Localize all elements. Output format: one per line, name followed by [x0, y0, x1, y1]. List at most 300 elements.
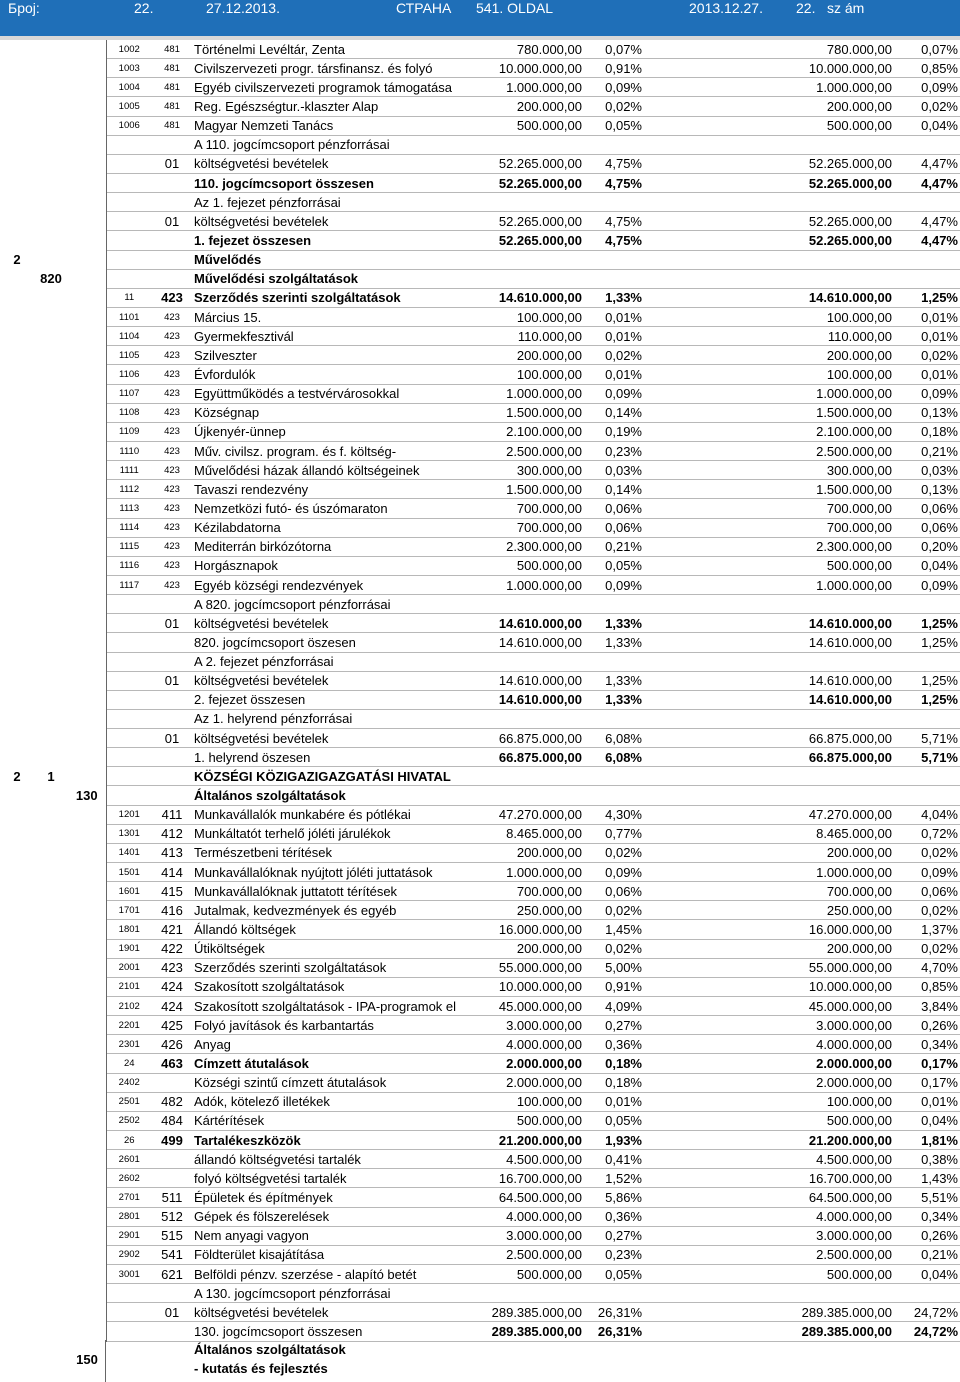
level-1-code	[0, 786, 34, 805]
item-code: 1002	[106, 40, 152, 59]
table-row	[0, 1303, 960, 1322]
account-code: 423	[152, 518, 192, 537]
amount-1: 52.265.000,00	[464, 212, 584, 231]
percent-1	[584, 250, 644, 269]
table-row	[0, 422, 960, 441]
percent-2: 0,02%	[894, 901, 960, 920]
function-code	[68, 384, 106, 403]
amount-1: 52.265.000,00	[464, 154, 584, 173]
amount-2: 66.875.000,00	[644, 729, 894, 748]
account-code: 416	[152, 901, 192, 920]
level-1-code	[0, 863, 34, 882]
percent-1: 0,06%	[584, 882, 644, 901]
item-code: 1109	[106, 422, 152, 441]
item-code: 2501	[106, 1092, 152, 1111]
table-row	[0, 882, 960, 901]
function-code	[68, 116, 106, 135]
account-code: 499	[152, 1131, 192, 1150]
table-row	[0, 1169, 960, 1188]
item-code: 1106	[106, 365, 152, 384]
percent-1	[584, 595, 644, 614]
level-2-code	[34, 614, 68, 633]
amount-2: 14.610.000,00	[644, 633, 894, 652]
percent-2: 0,38%	[894, 1150, 960, 1169]
percent-1: 0,05%	[584, 116, 644, 135]
percent-2: 0,17%	[894, 1073, 960, 1092]
percent-2: 5,71%	[894, 748, 960, 767]
function-code	[68, 135, 106, 154]
table-row	[0, 1284, 960, 1303]
percent-2: 5,71%	[894, 729, 960, 748]
table-row	[0, 518, 960, 537]
percent-1: 0,91%	[584, 977, 644, 996]
percent-1: 4,09%	[584, 997, 644, 1016]
item-name: Munkáltatót terhelő jóléti járulékok	[192, 824, 464, 843]
percent-1: 0,09%	[584, 78, 644, 97]
level-1-code	[0, 709, 34, 728]
percent-2: 0,07%	[894, 40, 960, 59]
percent-1: 0,27%	[584, 1226, 644, 1245]
table-row	[0, 307, 960, 326]
table-row	[0, 327, 960, 346]
level-1-code	[0, 595, 34, 614]
item-name: Kézilabdatorna	[192, 518, 464, 537]
level-1-code	[0, 1265, 34, 1284]
percent-2: 0,09%	[894, 384, 960, 403]
level-2-code	[34, 1188, 68, 1207]
level-2-code	[34, 1284, 68, 1303]
table-row	[0, 499, 960, 518]
level-1-code	[0, 805, 34, 824]
level-1-code	[0, 939, 34, 958]
item-code: 1401	[106, 843, 152, 862]
amount-2: 100.000,00	[644, 307, 894, 326]
amount-1: 55.000.000,00	[464, 958, 584, 977]
level-1-code	[0, 461, 34, 480]
level-1-code	[0, 652, 34, 671]
item-code	[106, 212, 152, 231]
function-code	[68, 231, 106, 250]
item-code: 2201	[106, 1016, 152, 1035]
account-code	[152, 595, 192, 614]
percent-2	[894, 193, 960, 212]
percent-2	[894, 652, 960, 671]
table-row	[0, 78, 960, 97]
level-1-code	[0, 671, 34, 690]
account-code	[152, 231, 192, 250]
account-code: 463	[152, 1054, 192, 1073]
item-code: 3001	[106, 1265, 152, 1284]
item-name: Munkavállalók munkabére és pótlékai	[192, 805, 464, 824]
table-row	[0, 709, 960, 728]
amount-2: 250.000,00	[644, 901, 894, 920]
percent-1: 4,75%	[584, 173, 644, 192]
account-code: 425	[152, 1016, 192, 1035]
account-code: 411	[152, 805, 192, 824]
item-name: 110. jogcímcsoport összesen	[192, 173, 464, 192]
amount-2: 47.270.000,00	[644, 805, 894, 824]
level-1-code	[0, 537, 34, 556]
percent-1: 0,18%	[584, 1073, 644, 1092]
item-code: 1116	[106, 556, 152, 575]
item-code: 1107	[106, 384, 152, 403]
level-2-code	[34, 250, 68, 269]
amount-1: 500.000,00	[464, 556, 584, 575]
amount-2: 10.000.000,00	[644, 59, 894, 78]
item-name: Természetbeni térítések	[192, 843, 464, 862]
item-name: Munkavállalóknak nyújtott jóléti juttatások	[192, 863, 464, 882]
percent-2: 5,51%	[894, 1188, 960, 1207]
level-1-code	[0, 1169, 34, 1188]
amount-1: 200.000,00	[464, 939, 584, 958]
item-name: A 820. jogcímcsoport pénzforrásai	[192, 595, 464, 614]
amount-1: 289.385.000,00	[464, 1303, 584, 1322]
amount-1: 1.500.000,00	[464, 480, 584, 499]
percent-1: 0,01%	[584, 307, 644, 326]
level-2-code: 820	[40, 271, 62, 287]
account-code: 01	[152, 1303, 192, 1322]
level-1-code	[0, 212, 34, 231]
item-code	[106, 173, 152, 192]
level-1-code	[0, 1054, 34, 1073]
amount-2: 2.300.000,00	[644, 537, 894, 556]
item-name: 130. jogcímcsoport összesen	[192, 1322, 464, 1341]
account-code: 423	[152, 441, 192, 460]
amount-1: 200.000,00	[464, 843, 584, 862]
level-1-code	[0, 365, 34, 384]
item-code	[106, 633, 152, 652]
amount-2: 2.000.000,00	[644, 1054, 894, 1073]
item-code	[106, 269, 152, 288]
item-name: Művelődés	[192, 250, 464, 269]
amount-2: 21.200.000,00	[644, 1131, 894, 1150]
account-code: 481	[152, 40, 192, 59]
amount-1: 1.000.000,00	[464, 863, 584, 882]
item-code	[106, 652, 152, 671]
account-code: 423	[152, 575, 192, 594]
function-code	[68, 307, 106, 326]
level-2-code	[34, 307, 68, 326]
percent-1: 0,21%	[584, 537, 644, 556]
item-name: költségvetési bevételek	[192, 671, 464, 690]
table-row	[0, 135, 960, 154]
level-1-code	[0, 977, 34, 996]
item-code: 11	[106, 288, 152, 307]
amount-1: 4.000.000,00	[464, 1207, 584, 1226]
table-row	[0, 1188, 960, 1207]
function-code	[68, 97, 106, 116]
function-code	[68, 709, 106, 728]
function-code	[68, 154, 106, 173]
percent-1: 1,33%	[584, 288, 644, 307]
table-row	[0, 1092, 960, 1111]
amount-2: 3.000.000,00	[644, 1016, 894, 1035]
function-code	[68, 537, 106, 556]
level-2-code	[34, 480, 68, 499]
table-row	[0, 939, 960, 958]
table-row	[0, 1111, 960, 1130]
percent-1: 5,00%	[584, 958, 644, 977]
amount-2: 200.000,00	[644, 843, 894, 862]
table-row	[0, 824, 960, 843]
item-code: 2502	[106, 1111, 152, 1130]
account-code: 423	[152, 365, 192, 384]
function-code	[68, 59, 106, 78]
account-code: 01	[152, 212, 192, 231]
level-1-code	[0, 843, 34, 862]
budget-table-body	[0, 40, 960, 1341]
item-code: 1105	[106, 346, 152, 365]
percent-1	[584, 786, 644, 805]
table-row	[0, 365, 960, 384]
item-name: Útiköltségek	[192, 939, 464, 958]
percent-1: 5,86%	[584, 1188, 644, 1207]
level-1-code	[0, 231, 34, 250]
item-code	[106, 595, 152, 614]
level-1-code	[0, 1188, 34, 1207]
table-row	[0, 652, 960, 671]
function-code	[68, 1284, 106, 1303]
table-row	[0, 767, 960, 786]
level-2-code	[34, 805, 68, 824]
function-code	[68, 901, 106, 920]
percent-2: 1,43%	[894, 1169, 960, 1188]
item-name: Adók, kötelező illetékek	[192, 1092, 464, 1111]
table-row	[0, 384, 960, 403]
section-code-150: 150	[76, 1352, 98, 1367]
function-code	[68, 958, 106, 977]
item-name: Évfordulók	[192, 365, 464, 384]
level-1-code	[0, 1226, 34, 1245]
percent-2: 0,04%	[894, 116, 960, 135]
amount-1: 10.000.000,00	[464, 977, 584, 996]
percent-1: 1,45%	[584, 920, 644, 939]
amount-1	[464, 1284, 584, 1303]
account-code	[152, 250, 192, 269]
item-name: Községi szintű címzett átutalások	[192, 1073, 464, 1092]
account-code	[152, 135, 192, 154]
item-name: A 2. fejezet pénzforrásai	[192, 652, 464, 671]
table-row	[0, 1322, 960, 1341]
percent-2: 4,47%	[894, 231, 960, 250]
item-code: 2601	[106, 1150, 152, 1169]
item-name: 2. fejezet összesen	[192, 690, 464, 709]
table-row	[0, 154, 960, 173]
percent-2: 0,20%	[894, 537, 960, 556]
header-number-2: 22.	[796, 0, 816, 16]
account-code	[152, 748, 192, 767]
percent-1: 0,06%	[584, 499, 644, 518]
percent-1: 0,02%	[584, 843, 644, 862]
item-name: Mediterrán birkózótorna	[192, 537, 464, 556]
function-code	[68, 824, 106, 843]
function-code	[68, 595, 106, 614]
amount-2: 52.265.000,00	[644, 154, 894, 173]
account-code: 422	[152, 939, 192, 958]
item-code	[106, 1303, 152, 1322]
amount-1: 21.200.000,00	[464, 1131, 584, 1150]
item-code: 1004	[106, 78, 152, 97]
function-code	[68, 480, 106, 499]
percent-1: 4,75%	[584, 212, 644, 231]
amount-2: 700.000,00	[644, 882, 894, 901]
percent-2: 0,09%	[894, 78, 960, 97]
account-code: 423	[152, 537, 192, 556]
level-2-code	[34, 384, 68, 403]
percent-2: 0,01%	[894, 365, 960, 384]
item-code: 2902	[106, 1245, 152, 1264]
amount-1: 2.300.000,00	[464, 537, 584, 556]
account-code: 541	[152, 1245, 192, 1264]
item-name: A 130. jogcímcsoport pénzforrásai	[192, 1284, 464, 1303]
function-code	[68, 1111, 106, 1130]
table-row	[0, 863, 960, 882]
amount-2: 200.000,00	[644, 939, 894, 958]
percent-2: 24,72%	[894, 1303, 960, 1322]
level-2-code	[34, 59, 68, 78]
level-1-code	[0, 556, 34, 575]
percent-2: 0,04%	[894, 1111, 960, 1130]
amount-2: 1.000.000,00	[644, 575, 894, 594]
amount-2	[644, 709, 894, 728]
table-row	[0, 1073, 960, 1092]
item-name: Történelmi Levéltár, Zenta	[192, 40, 464, 59]
account-code: 01	[152, 154, 192, 173]
table-row	[0, 958, 960, 977]
percent-2: 0,06%	[894, 518, 960, 537]
amount-2	[644, 767, 894, 786]
account-code: 424	[152, 977, 192, 996]
level-1-code	[0, 422, 34, 441]
item-name: 1. fejezet összesen	[192, 231, 464, 250]
account-code: 01	[152, 614, 192, 633]
account-code	[152, 1169, 192, 1188]
function-code: 130	[68, 786, 106, 805]
level-2-code: 1	[47, 768, 55, 784]
amount-2: 14.610.000,00	[644, 671, 894, 690]
vertical-rule	[105, 1340, 106, 1382]
table-row	[0, 193, 960, 212]
amount-2: 500.000,00	[644, 556, 894, 575]
amount-1: 1.000.000,00	[464, 575, 584, 594]
level-2-code	[34, 441, 68, 460]
item-name: Belföldi pénzv. szerzése - alapító betét	[192, 1265, 464, 1284]
item-name: költségvetési bevételek	[192, 729, 464, 748]
function-code	[68, 1188, 106, 1207]
table-row	[0, 1207, 960, 1226]
item-name: Reg. Egészségtur.-klaszter Alap	[192, 97, 464, 116]
item-name: Címzett átutalások	[192, 1054, 464, 1073]
level-2-code	[34, 1303, 68, 1322]
amount-2: 14.610.000,00	[644, 614, 894, 633]
level-1-code: 2	[13, 768, 21, 784]
function-code	[68, 1054, 106, 1073]
item-code	[106, 135, 152, 154]
level-1-code	[0, 518, 34, 537]
item-code	[106, 690, 152, 709]
amount-1: 14.610.000,00	[464, 288, 584, 307]
level-2-code	[34, 843, 68, 862]
table-row	[0, 920, 960, 939]
percent-2: 0,06%	[894, 499, 960, 518]
item-code: 2102	[106, 997, 152, 1016]
item-name: Munkavállalóknak juttatott térítések	[192, 882, 464, 901]
item-name: A 110. jogcímcsoport pénzforrásai	[192, 135, 464, 154]
amount-2: 700.000,00	[644, 518, 894, 537]
function-code	[68, 365, 106, 384]
amount-2	[644, 1284, 894, 1303]
function-code	[68, 556, 106, 575]
table-row	[0, 1265, 960, 1284]
table-row	[0, 1035, 960, 1054]
amount-2: 45.000.000,00	[644, 997, 894, 1016]
percent-2: 0,85%	[894, 977, 960, 996]
level-2-code	[34, 863, 68, 882]
level-1-code	[0, 1016, 34, 1035]
level-1-code	[0, 269, 34, 288]
function-code	[68, 193, 106, 212]
item-name: Horgásznapok	[192, 556, 464, 575]
table-row	[0, 212, 960, 231]
level-2-code	[34, 422, 68, 441]
level-1-code: 2	[13, 252, 21, 268]
percent-2: 0,09%	[894, 863, 960, 882]
item-code: 1108	[106, 403, 152, 422]
item-code	[106, 614, 152, 633]
account-code	[152, 652, 192, 671]
amount-2: 66.875.000,00	[644, 748, 894, 767]
percent-2: 4,47%	[894, 154, 960, 173]
item-code: 1003	[106, 59, 152, 78]
account-code: 423	[152, 422, 192, 441]
percent-1: 0,14%	[584, 403, 644, 422]
level-2-code	[34, 1226, 68, 1245]
function-code	[68, 1303, 106, 1322]
level-1-code	[0, 1131, 34, 1150]
item-name: Szakosított szolgáltatások	[192, 977, 464, 996]
function-code	[68, 288, 106, 307]
amount-2: 2.000.000,00	[644, 1073, 894, 1092]
function-code	[68, 748, 106, 767]
item-code: 1110	[106, 441, 152, 460]
amount-2: 4.500.000,00	[644, 1150, 894, 1169]
function-code	[68, 671, 106, 690]
level-2-code	[34, 40, 68, 59]
item-name: Nem anyagi vagyon	[192, 1226, 464, 1245]
percent-2: 0,13%	[894, 403, 960, 422]
item-code: 1104	[106, 327, 152, 346]
table-row	[0, 633, 960, 652]
percent-2: 0,34%	[894, 1207, 960, 1226]
level-1-code	[0, 614, 34, 633]
percent-2	[894, 1284, 960, 1303]
amount-1: 2.000.000,00	[464, 1054, 584, 1073]
percent-1: 0,01%	[584, 327, 644, 346]
account-code	[152, 1073, 192, 1092]
table-row	[0, 441, 960, 460]
percent-1	[584, 1284, 644, 1303]
table-row	[0, 1054, 960, 1073]
level-2-code	[34, 939, 68, 958]
amount-1: 780.000,00	[464, 40, 584, 59]
level-1-code	[0, 920, 34, 939]
item-name: Anyag	[192, 1035, 464, 1054]
level-2-code	[34, 824, 68, 843]
item-name: Gyermekfesztivál	[192, 327, 464, 346]
item-code	[106, 193, 152, 212]
percent-2: 4,47%	[894, 212, 960, 231]
function-code	[68, 977, 106, 996]
